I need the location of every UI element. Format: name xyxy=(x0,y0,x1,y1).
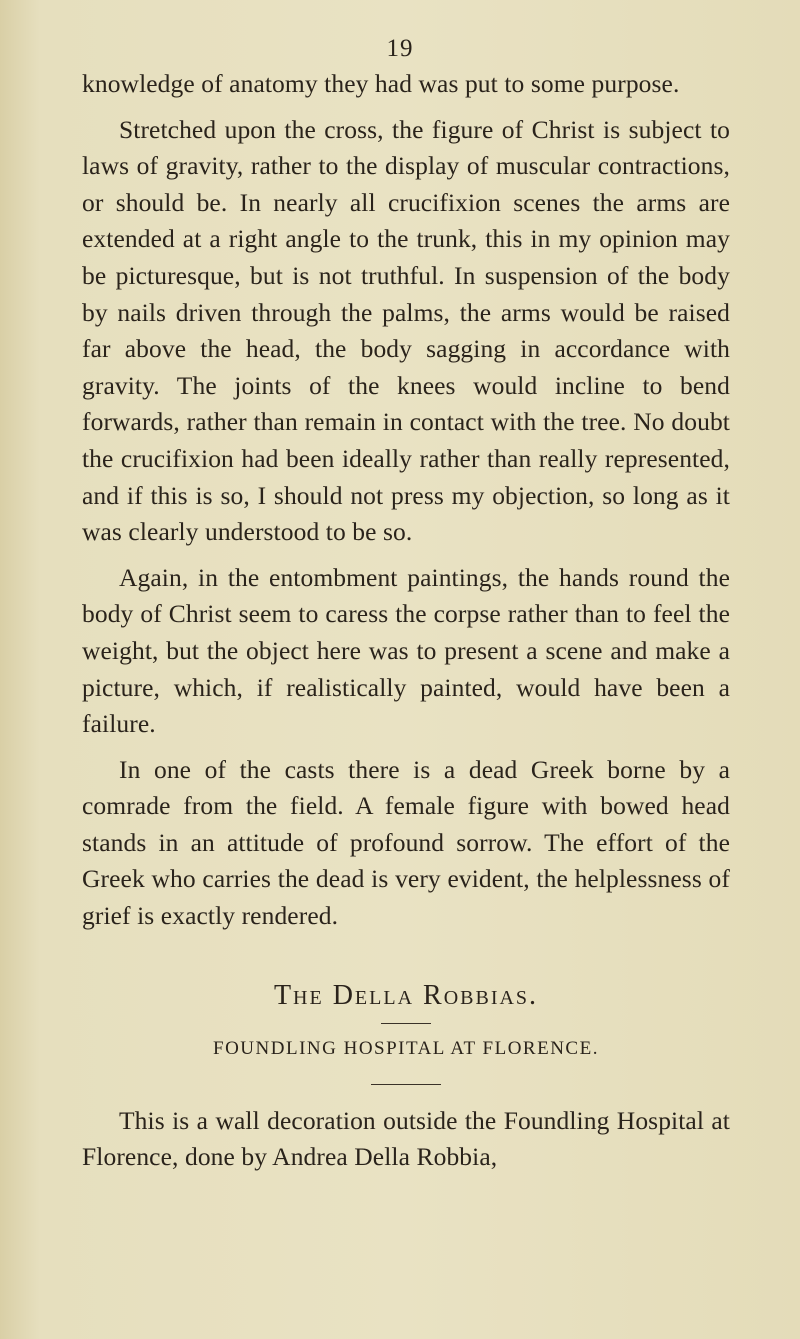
divider-rule xyxy=(381,1023,431,1024)
paragraph-greek-cast: In one of the casts there is a dead Greek borne by a comrade from the field. A female figure with bowed head stands in an attitude of profound sorrow. The effort of the Greek who carries the dead is very evident, the helplessness of grief is exactly rendered. xyxy=(82,754,730,931)
section-subheading: FOUNDLING HOSPITAL AT FLORENCE. xyxy=(213,1037,599,1059)
page-number: 19 xyxy=(386,35,414,62)
paragraph-entombment: Again, in the entombment paintings, the hands round the body of Christ seem to caress the corpse rather than to feel the weight, but the object here was to present a scene and make a picture, which, if realistically painted, would have been a failure. xyxy=(82,562,730,739)
paragraph-crucifixion: Stretched upon the cross, the figure of Christ is subject to laws of gravity, rather to the display of muscular contractions, or should be. In nearly all crucifixion scenes the arms are extended at a right angle to the trunk, this in my opinion may be picturesque, but is not truthful. In suspension of the body by nails driven through the palms, the arms would be raised far above the head, the body sagging in accordance with gravity. The joints of the knees would incline to bend forwards, rather than remain in contact with the tree. No doubt the crucifixion had been ideally rather than really represented, and if this is so, I should not press my objection, so long as it was clearly understood to be so. xyxy=(82,114,730,547)
divider-rule xyxy=(371,1084,441,1085)
section-heading: The Della Robbias. xyxy=(273,979,539,1011)
paragraph-continuation: knowledge of anatomy they had was put to some purpose. xyxy=(82,69,680,98)
page-body xyxy=(82,66,730,1176)
paragraph-della-robbia: This is a wall decoration outside the Foundling Hospital at Florence, done by Andrea Della Robbia, xyxy=(82,1105,730,1172)
